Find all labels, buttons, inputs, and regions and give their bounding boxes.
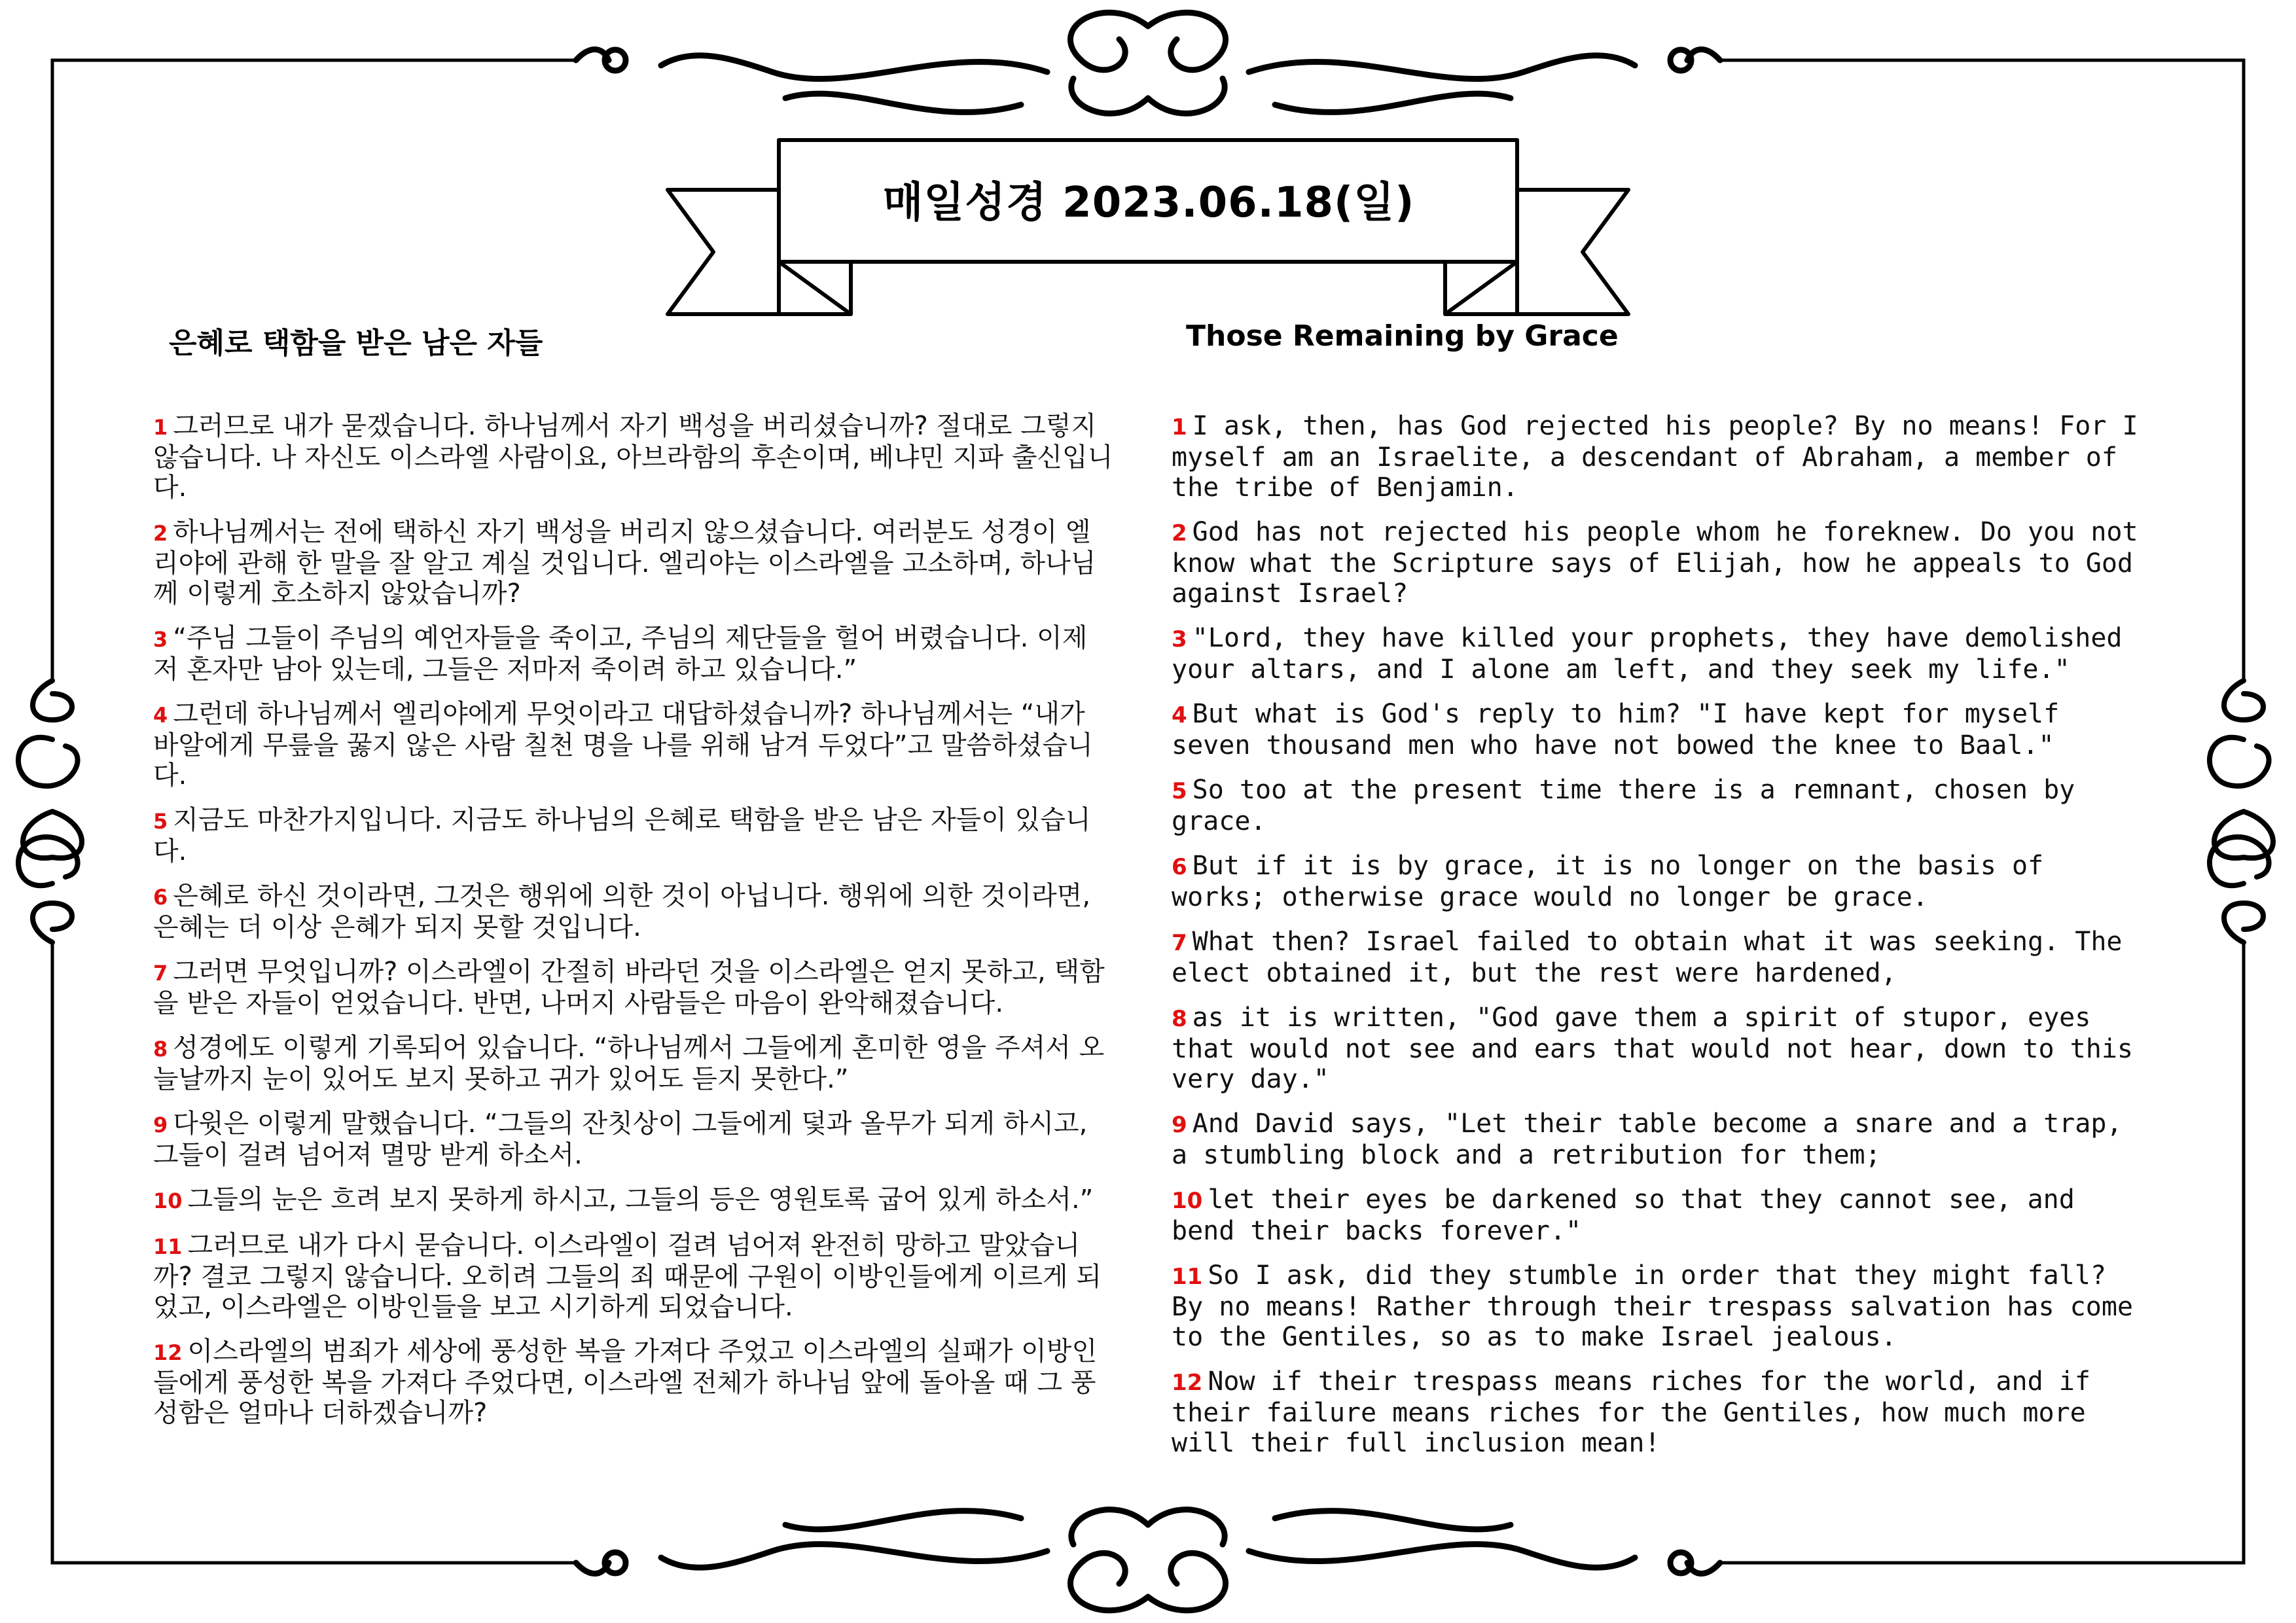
verse: [153, 957, 1115, 1018]
verse: [153, 1230, 1115, 1322]
verse-text: 지금도 마찬가지입니다. 지금도 하나님의 은혜로 택함을 받은 남은 자들이 있습니다.: [153, 805, 1091, 866]
verse-text: "Lord, they have killed your prophets, they have demolished your altars, and I alone am left, and they seek my life.": [1172, 623, 2123, 685]
verse-text: What then? Israel failed to obtain what it was seeking. The elect obtained it, but the rest were hardened,: [1172, 927, 2123, 988]
verse: [153, 411, 1115, 503]
verse-number: 1: [1172, 414, 1187, 440]
verse-number: 1: [153, 415, 168, 440]
verse: [1172, 1109, 2153, 1170]
verse-number: 10: [153, 1188, 183, 1213]
verse-text: “주님 그들이 주님의 예언자들을 죽이고, 주님의 제단들을 헐어 버렸습니다. 이제 저 혼자만 남아 있는데, 그들은 저마저 죽이려 하고 있습니다.”: [153, 623, 1088, 685]
verse-number: 2: [1172, 520, 1187, 546]
verse-text: So I ask, did they stumble in order that they might fall? By no means! Rather through their trespass salvation has come to the Gentiles, so as to make Israel jealous.: [1172, 1260, 2134, 1352]
verse: [1172, 927, 2153, 988]
verse-number: 11: [153, 1234, 183, 1259]
verse: [153, 1185, 1115, 1216]
verse-text: And David says, "Let their table become a snare and a trap, a stumbling block and a retribution for them;: [1172, 1109, 2123, 1170]
verse-number: 7: [1172, 930, 1187, 956]
verse: [153, 1033, 1115, 1094]
korean-heading: 은혜로 택함을 받은 남은 자들: [169, 327, 543, 360]
verse: [153, 517, 1115, 609]
verse-text: 다윗은 이렇게 말했습니다. “그들의 잔칫상이 그들에게 덫과 올무가 되게 하시고, 그들이 걸려 넘어져 멸망 받게 하소서.: [153, 1109, 1088, 1170]
verse-number: 2: [153, 521, 168, 546]
english-heading: Those Remaining by Grace: [1186, 319, 1619, 353]
verse-number: 3: [1172, 626, 1187, 652]
bottom-flourish: [576, 1510, 1720, 1611]
verse: [1172, 517, 2153, 609]
verse: [153, 1336, 1115, 1428]
verse-text: 하나님께서는 전에 택하신 자기 백성을 버리지 않으셨습니다. 여러분도 성경이 엘리야에 관해 한 말을 잘 알고 계실 것입니다. 엘리야는 이스라엘을 고소하며, 하나님께 이렇게 호소하지 않았습니까?: [153, 517, 1096, 609]
english-verses: [1172, 411, 2153, 1472]
verse-text: 이스라엘의 범죄가 세상에 풍성한 복을 가져다 주었고 이스라엘의 실패가 이방인들에게 풍성한 복을 가져다 주었다면, 이스라엘 전체가 하나님 앞에 돌아올 때 그 풍성함은 얼마나 더하겠습니까?: [153, 1336, 1098, 1428]
korean-verses: [153, 411, 1115, 1442]
verse: [1172, 1366, 2153, 1458]
verse-number: 3: [153, 627, 168, 652]
verse-text: 그러면 무엇입니까? 이스라엘이 간절히 바라던 것을 이스라엘은 얻지 못하고, 택함을 받은 자들이 얻었습니다. 반면, 나머지 사람들은 마음이 완악해졌습니다.: [153, 957, 1105, 1018]
verse-text: 그런데 하나님께서 엘리야에게 무엇이라고 대답하셨습니까? 하나님께서는 “내가 바알에게 무릎을 꿇지 않은 사람 칠천 명을 나를 위해 남겨 두었다”고 말씀하셨습니다.: [153, 699, 1093, 791]
verse-number: 6: [1172, 854, 1187, 880]
verse-text: let their eyes be darkened so that they cannot see, and bend their backs forever.": [1172, 1185, 2075, 1246]
verse: [153, 699, 1115, 791]
verse: [1172, 699, 2153, 760]
verse: [153, 623, 1115, 685]
verse-number: 5: [153, 809, 168, 834]
verse-number: 10: [1172, 1188, 1203, 1214]
verse: [1172, 411, 2153, 503]
verse-text: 성경에도 이렇게 기록되어 있습니다. “하나님께서 그들에게 혼미한 영을 주셔서 오늘날까지 눈이 있어도 보지 못하고 귀가 있어도 듣지 못한다.”: [153, 1033, 1105, 1094]
verse: [153, 805, 1115, 866]
verse-number: 9: [1172, 1112, 1187, 1138]
verse-number: 8: [153, 1037, 168, 1061]
verse-number: 5: [1172, 778, 1187, 804]
verse-text: as it is written, "God gave them a spirit of stupor, eyes that would not see and ears that would not hear, down to this very day.": [1172, 1003, 2134, 1094]
verse-text: I ask, then, has God rejected his people? By no means! For I myself am an Israelite, a descendant of Abraham, a member of the tribe of Benjamin.: [1172, 411, 2138, 503]
verse: [1172, 1185, 2153, 1246]
verse-number: 4: [153, 703, 168, 728]
verse-text: 그들의 눈은 흐려 보지 못하게 하시고, 그들의 등은 영원토록 굽어 있게 하소서.”: [187, 1185, 1094, 1215]
verse-number: 12: [1172, 1370, 1203, 1396]
page-title: 매일성경 2023.06.18(일): [882, 179, 1415, 227]
verse-number: 7: [153, 961, 168, 986]
verse: [1172, 1003, 2153, 1094]
verse-number: 12: [153, 1340, 183, 1365]
verse-text: 은혜로 하신 것이라면, 그것은 행위에 의한 것이 아닙니다. 행위에 의한 것이라면, 은혜는 더 이상 은혜가 되지 못할 것입니다.: [153, 881, 1091, 942]
verse-number: 9: [153, 1113, 168, 1137]
verse-text: But what is God's reply to him? "I have kept for myself seven thousand men who have not bowed the knee to Baal.": [1172, 699, 2060, 760]
verse: [153, 1109, 1115, 1170]
verse-text: So too at the present time there is a remnant, chosen by grace.: [1172, 775, 2075, 836]
verse-number: 6: [153, 885, 168, 910]
verse: [1172, 1260, 2153, 1352]
verse: [1172, 623, 2153, 685]
verse: [1172, 851, 2153, 912]
verse-text: But if it is by grace, it is no longer on the basis of works; otherwise grace would no longer be grace.: [1172, 851, 2044, 912]
top-flourish: [576, 12, 1720, 113]
verse: [153, 881, 1115, 942]
verse-text: God has not rejected his people whom he foreknew. Do you not know what the Scripture says of Elijah, how he appeals to God against Israel?: [1172, 517, 2138, 609]
verse-number: 4: [1172, 702, 1187, 728]
verse-number: 11: [1172, 1264, 1203, 1290]
verse-text: Now if their trespass means riches for the world, and if their failure means riches for the Gentiles, how much more will their full inclusion mean!: [1172, 1366, 2090, 1458]
verse-text: 그러므로 내가 묻겠습니다. 하나님께서 자기 백성을 버리셨습니까? 절대로 그렇지 않습니다. 나 자신도 이스라엘 사람이요, 아브라함의 후손이며, 베냐민 지파 출신입니다.: [153, 411, 1113, 503]
verse: [1172, 775, 2153, 836]
verse-number: 8: [1172, 1006, 1187, 1032]
verse-text: 그러므로 내가 다시 묻습니다. 이스라엘이 걸려 넘어져 완전히 망하고 말았습니까? 결코 그렇지 않습니다. 오히려 그들의 죄 때문에 구원이 이방인들에게 이르게 되었고, 이스라엘은 이방인들을 보고 시기하게 되었습니다.: [153, 1230, 1102, 1322]
